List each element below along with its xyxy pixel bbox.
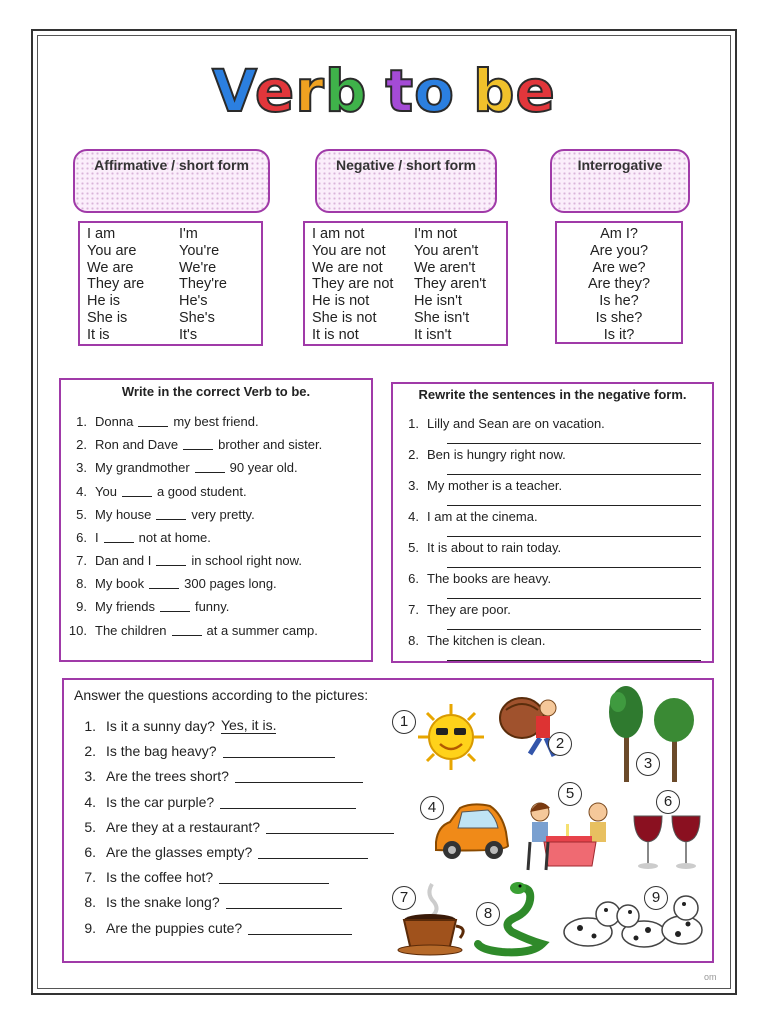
affirmative-short-form: You're — [179, 242, 220, 259]
answer-line[interactable] — [447, 598, 701, 599]
item-number: 2. — [408, 447, 419, 462]
item-text-before: Ron and Dave — [95, 437, 179, 452]
affirmative-short-form: He's — [179, 293, 208, 310]
picture-number-4: 4 — [420, 796, 444, 820]
exercise1-item — [63, 460, 298, 475]
green-snake-picture — [472, 878, 554, 960]
item-text-after: at a summer camp. — [206, 623, 318, 638]
negative-short-form: You aren't — [414, 242, 479, 259]
wine-glasses-picture — [630, 812, 706, 872]
title-letter: b — [324, 57, 368, 125]
title-letter: t — [385, 57, 415, 125]
answer-blank[interactable] — [149, 576, 179, 589]
answer-line[interactable] — [447, 567, 701, 568]
negative-short-form: I'm not — [414, 226, 458, 242]
exercise-verb-to-be — [59, 378, 373, 662]
affirmative-full-form: He is — [87, 293, 121, 310]
negative-row — [312, 276, 506, 293]
exercise2-item — [395, 509, 538, 524]
answer-blank[interactable] — [160, 599, 190, 612]
sentence-text: Lilly and Sean are on vacation. — [427, 416, 605, 431]
exercise2-item — [395, 416, 605, 431]
sentence-text: My mother is a teacher. — [427, 478, 563, 493]
exercise1-title: Write in the correct Verb to be. — [121, 384, 311, 399]
negative-row — [312, 226, 506, 243]
interrogative-row: Is it? — [603, 326, 635, 343]
item-number: 7. — [84, 869, 96, 886]
answer-field[interactable]: Yes, it is. — [220, 717, 277, 733]
item-text-before: Donna — [95, 414, 134, 429]
answer-blank[interactable] — [156, 507, 186, 520]
item-text-after: in school right now. — [191, 553, 302, 568]
item-text-after: 300 pages long. — [184, 576, 277, 591]
title-letter: b — [472, 57, 516, 125]
interrogative-table — [555, 221, 683, 344]
answer-blank[interactable] — [183, 437, 213, 450]
item-number: 8. — [84, 894, 96, 911]
negative-table — [303, 221, 508, 346]
header-interrogative: Interrogative — [550, 149, 690, 213]
answer-blank[interactable] — [122, 484, 152, 497]
sentence-text: Ben is hungry right now. — [427, 447, 566, 462]
item-number: 8. — [76, 576, 87, 591]
item-number: 5. — [408, 540, 419, 555]
item-number: 7. — [76, 553, 87, 568]
affirmative-row — [87, 260, 261, 277]
exercise1-item — [63, 437, 322, 452]
item-number: 5. — [76, 507, 87, 522]
exercise-answer-questions — [62, 678, 714, 963]
negative-short-form: She isn't — [414, 309, 470, 326]
answer-blank[interactable] — [138, 414, 168, 427]
affirmative-full-form: I am — [87, 226, 116, 242]
interrogative-row: Is he? — [599, 293, 639, 310]
negative-full-form: You are not — [312, 242, 386, 259]
interrogative-row: Is she? — [595, 309, 643, 326]
item-number: 9. — [76, 599, 87, 614]
item-text-after: a good student. — [156, 484, 247, 499]
interrogative-row: Are you? — [589, 242, 649, 259]
affirmative-short-form: We're — [179, 259, 217, 276]
item-text-before: You — [95, 484, 117, 499]
answer-blank[interactable] — [172, 623, 202, 636]
title-letter: V — [212, 57, 255, 125]
exercise2-item — [395, 478, 562, 493]
exercise3-item — [74, 718, 276, 734]
negative-row — [312, 310, 506, 327]
sun-picture — [416, 702, 486, 772]
exercise1-item — [63, 414, 259, 429]
affirmative-short-form: She's — [179, 309, 215, 326]
item-number: 4. — [76, 484, 87, 499]
affirmative-row — [87, 327, 261, 344]
title-letter: e — [515, 57, 556, 125]
negative-short-form: They aren't — [414, 276, 487, 293]
dalmatian-puppies-picture — [558, 888, 706, 960]
negative-short-form: We aren't — [414, 259, 476, 276]
title-letter: r — [295, 57, 325, 125]
answer-field[interactable] — [235, 768, 363, 783]
picture-number-2: 2 — [548, 732, 572, 756]
answer-field[interactable] — [219, 869, 329, 884]
negative-row — [312, 327, 506, 344]
answer-field[interactable] — [248, 920, 352, 935]
answer-line[interactable] — [447, 660, 701, 661]
picture-number-5: 5 — [558, 782, 582, 806]
affirmative-full-form: They are — [87, 276, 145, 293]
exercise1-item — [63, 576, 277, 591]
exercise2-title: Rewrite the sentences in the negative form. — [418, 387, 687, 402]
question-text: Is the coffee hot? — [106, 869, 214, 886]
picture-number-3: 3 — [636, 752, 660, 776]
negative-full-form: She is not — [312, 309, 377, 326]
item-number: 3. — [408, 478, 419, 493]
exercise3-item — [74, 819, 394, 835]
item-number: 2. — [76, 437, 87, 452]
picture-number-9: 9 — [644, 886, 668, 910]
answer-line[interactable] — [447, 536, 701, 537]
negative-full-form: They are not — [312, 276, 394, 293]
question-text: Is the bag heavy? — [106, 743, 217, 760]
question-text: Are the trees short? — [106, 768, 229, 785]
question-text: Is the snake long? — [106, 894, 220, 911]
affirmative-full-form: You are — [87, 242, 137, 259]
exercise3-item — [74, 794, 356, 810]
exercise1-item — [63, 599, 229, 614]
item-text-before: Dan and I — [95, 553, 152, 568]
restaurant-couple-picture — [518, 794, 618, 874]
negative-full-form: It is not — [312, 326, 359, 343]
interrogative-row: Are they? — [587, 276, 651, 293]
exercise3-item — [74, 894, 342, 910]
answer-blank[interactable] — [104, 530, 134, 543]
exercise2-item — [395, 571, 551, 586]
affirmative-short-form: It's — [179, 326, 198, 343]
answer-field[interactable] — [258, 844, 368, 859]
watermark-text: om — [704, 972, 717, 982]
negative-short-form: He isn't — [414, 293, 462, 310]
answer-line[interactable] — [447, 505, 701, 506]
item-number: 3. — [84, 768, 96, 785]
exercise1-item — [63, 530, 211, 545]
item-number: 7. — [408, 602, 419, 617]
answer-blank[interactable] — [156, 553, 186, 566]
affirmative-full-form: It is — [87, 326, 110, 343]
exercise3-item — [74, 869, 329, 885]
negative-short-form: It isn't — [414, 326, 452, 343]
item-number: 6. — [84, 844, 96, 860]
question-text: Are they at a restaurant? — [106, 818, 261, 835]
answer-line[interactable] — [447, 474, 701, 475]
item-text-after: very pretty. — [191, 507, 255, 522]
interrogative-row: Are we? — [592, 259, 646, 276]
answer-blank[interactable] — [195, 460, 225, 473]
header-affirmative: Affirmative / short form — [73, 149, 270, 213]
exercise1-item — [63, 484, 247, 499]
sentence-text: The books are heavy. — [427, 571, 552, 586]
sentence-text: They are poor. — [427, 602, 511, 617]
exercise3-item — [74, 920, 352, 936]
title-letter: o — [414, 57, 455, 125]
item-text-before: My grandmother — [95, 460, 190, 475]
header-negative: Negative / short form — [315, 149, 497, 213]
exercise-negative-form — [391, 382, 714, 663]
item-text-after: brother and sister. — [218, 437, 323, 452]
affirmative-short-form: I'm — [179, 226, 198, 242]
answer-field[interactable] — [223, 743, 335, 758]
orange-car-picture — [432, 802, 512, 864]
negative-full-form: He is not — [312, 293, 370, 310]
sentence-text: The kitchen is clean. — [427, 633, 546, 648]
question-text: Is the car purple? — [106, 793, 215, 810]
item-text-before: The children — [95, 623, 167, 638]
negative-full-form: I am not — [312, 226, 365, 242]
exercise1-item — [63, 623, 318, 638]
item-text-before: My book — [95, 576, 145, 591]
picture-number-6: 6 — [656, 790, 680, 814]
question-text: Are the glasses empty? — [106, 844, 253, 860]
affirmative-row — [87, 293, 261, 310]
affirmative-row — [87, 276, 261, 293]
exercise3-item — [74, 743, 335, 759]
item-number: 1. — [76, 414, 87, 429]
answer-field[interactable] — [220, 794, 356, 809]
picture-number-1: 1 — [392, 710, 416, 734]
affirmative-row — [87, 310, 261, 327]
negative-full-form: We are not — [312, 259, 383, 276]
exercise2-item — [395, 540, 561, 555]
sentence-text: I am at the cinema. — [427, 509, 538, 524]
sentence-text: It is about to rain today. — [427, 540, 562, 555]
item-number: 1. — [84, 718, 96, 734]
negative-row — [312, 293, 506, 310]
question-text: Is it a sunny day? — [106, 718, 215, 734]
item-number: 2. — [84, 743, 96, 760]
interrogative-row: Am I? — [600, 226, 638, 242]
question-text: Are the puppies cute? — [106, 919, 243, 936]
item-text-after: funny. — [194, 599, 230, 614]
answer-field[interactable] — [266, 819, 394, 834]
title-letter: e — [254, 57, 296, 125]
item-number: 3. — [76, 460, 87, 475]
negative-row — [312, 243, 506, 260]
item-number: 6. — [408, 571, 419, 586]
answer-field[interactable] — [226, 894, 342, 909]
hot-coffee-picture — [396, 880, 468, 958]
item-text-after: not at home. — [138, 530, 211, 545]
affirmative-row — [87, 243, 261, 260]
item-text-after: 90 year old. — [229, 460, 298, 475]
answer-line[interactable] — [447, 443, 701, 444]
exercise1-item — [63, 553, 302, 568]
item-number: 4. — [84, 793, 96, 810]
answer-line[interactable] — [447, 629, 701, 630]
exercise1-item — [63, 507, 255, 522]
item-number: 4. — [408, 509, 419, 524]
item-number: 1. — [408, 416, 419, 431]
item-number: 6. — [76, 530, 87, 545]
item-number: 9. — [84, 919, 96, 936]
exercise3-item — [74, 844, 368, 860]
negative-row — [312, 260, 506, 277]
exercise3-item — [74, 768, 363, 784]
exercise3-title: Answer the questions according to the pictures: — [74, 687, 369, 703]
picture-number-8: 8 — [476, 902, 500, 926]
affirmative-full-form: She is — [87, 309, 128, 326]
item-number: 8. — [408, 633, 419, 648]
affirmative-row — [87, 226, 261, 243]
item-number: 10. — [68, 623, 87, 638]
affirmative-full-form: We are — [87, 259, 134, 276]
worksheet-title — [0, 56, 768, 126]
item-text-before: My friends — [95, 599, 155, 614]
item-text-before: My house — [95, 507, 152, 522]
affirmative-table — [78, 221, 263, 346]
item-number: 5. — [84, 818, 96, 835]
affirmative-short-form: They're — [179, 276, 227, 293]
item-text-after: my best friend. — [173, 414, 259, 429]
exercise2-item — [395, 633, 546, 648]
picture-number-7: 7 — [392, 886, 416, 910]
exercise2-item — [395, 447, 566, 462]
exercise2-item — [395, 602, 511, 617]
item-text-before: I — [95, 530, 99, 545]
